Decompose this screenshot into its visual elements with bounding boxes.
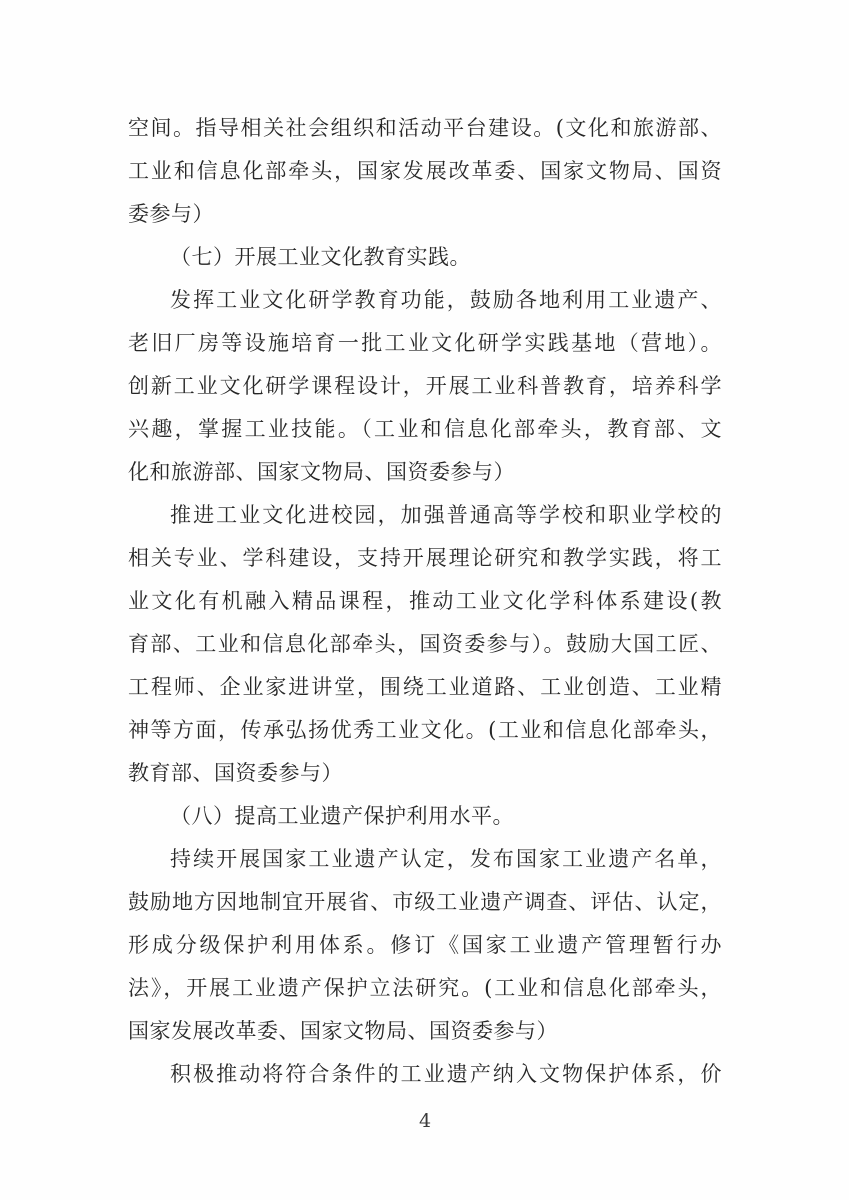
text-line: 积极推动将符合条件的工业遗产纳入文物保护体系，价 xyxy=(170,1062,722,1086)
text-line: （七）开展工业文化教育实践。 xyxy=(170,245,471,269)
text-line: 育部、工业和信息化部牵头，国资委参与）。鼓励大国工匠、 xyxy=(128,632,722,656)
text-line: （八）提高工业遗产保护利用水平。 xyxy=(170,804,514,828)
text-line: 老旧厂房等设施培育一批工业文化研学实践基地（营地）。 xyxy=(128,331,722,355)
text-line: 创新工业文化研学课程设计，开展工业科普教育，培养科学 xyxy=(128,374,722,398)
text-line: 持续开展国家工业遗产认定，发布国家工业遗产名单， xyxy=(170,847,722,871)
text-line: 推进工业文化进校园，加强普通高等学校和职业学校的 xyxy=(170,503,722,527)
text-line: 鼓励地方因地制宜开展省、市级工业遗产调查、评估、认定， xyxy=(128,890,722,914)
text-line: 化和旅游部、国家文物局、国资委参与） xyxy=(128,460,515,484)
text-line: 发挥工业文化研学教育功能，鼓励各地利用工业遗产、 xyxy=(170,288,722,312)
text-line: 相关专业、学科建设，支持开展理论研究和教学实践，将工 xyxy=(128,546,722,570)
text-line: 委参与） xyxy=(128,202,214,226)
text-line: 业文化有机融入精品课程，推动工业文化学科体系建设(教 xyxy=(128,589,722,613)
page-number: 4 xyxy=(418,1110,432,1132)
text-line: 形成分级保护利用体系。修订《国家工业遗产管理暂行办 xyxy=(128,933,722,957)
text-line: 工业和信息化部牵头，国家发展改革委、国家文物局、国资 xyxy=(128,159,722,183)
text-line: 教育部、国资委参与） xyxy=(128,761,343,785)
text-line: 空间。指导相关社会组织和活动平台建设。(文化和旅游部、 xyxy=(128,116,722,140)
text-line: 神等方面，传承弘扬优秀工业文化。(工业和信息化部牵头， xyxy=(128,718,722,742)
text-line: 兴趣，掌握工业技能。（工业和信息化部牵头，教育部、文 xyxy=(128,417,722,441)
text-line: 国家发展改革委、国家文物局、国资委参与） xyxy=(128,1019,558,1043)
text-line: 法》，开展工业遗产保护立法研究。(工业和信息化部牵头， xyxy=(128,976,722,1000)
text-line: 工程师、企业家进讲堂，围绕工业道路、工业创造、工业精 xyxy=(128,675,722,699)
text-block xyxy=(128,107,722,1096)
